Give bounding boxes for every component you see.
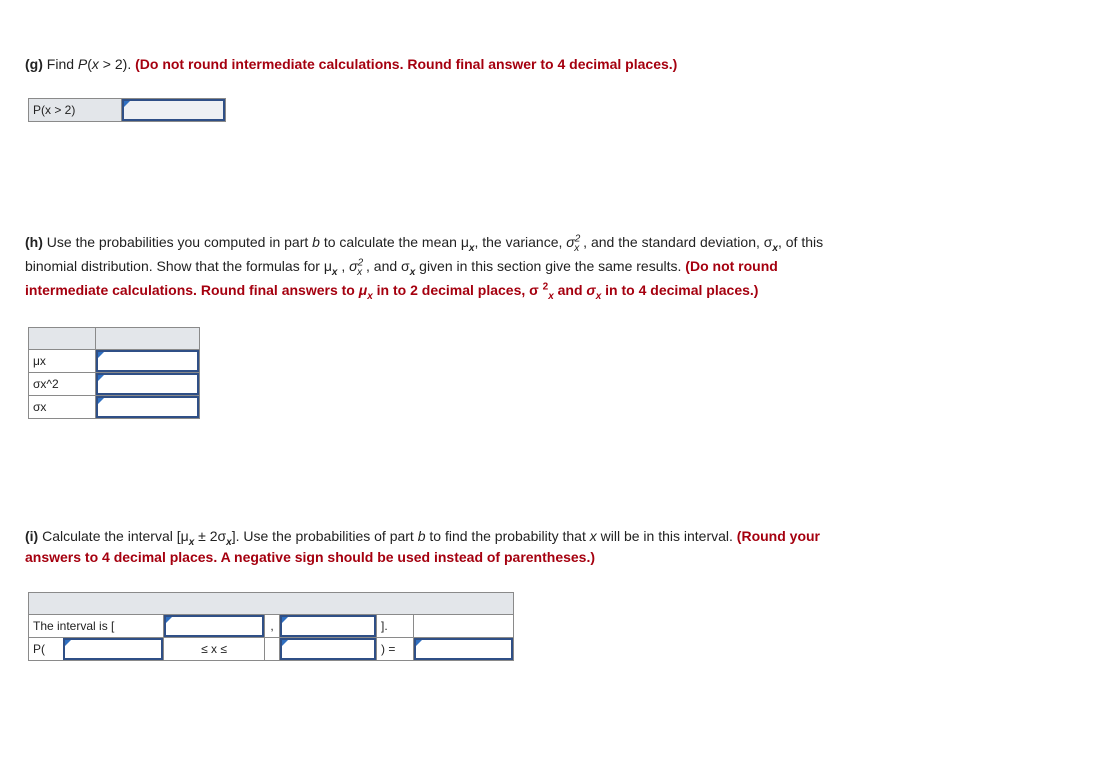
interval-close-bracket: ].: [377, 615, 414, 638]
part-g-instruction: (Do not round intermediate calculations. Round final answer to 4 decimal places.): [135, 56, 678, 72]
part-h-header-right: [96, 328, 200, 350]
mean-label: μx: [29, 350, 96, 373]
part-i-table: [28, 592, 514, 661]
p-x-gt-2-label: P(x > 2): [29, 99, 122, 122]
part-h-instruction-a: (Do not round: [685, 258, 778, 274]
part-h-question: [25, 230, 1025, 302]
part-i-header: [29, 593, 514, 615]
part-h-line-2: binomial distribution. Show that the formulas for $\mu_x$ , $\sigma^2_x$ , and $\sigma_x$ given in this section give the same results. (Do not round: [25, 257, 778, 278]
prob-result-cell: [414, 638, 514, 661]
part-i-label: (i): [25, 528, 39, 544]
part-g-text: Find P(x > 2).: [46, 56, 132, 72]
p-open-label: P(: [33, 642, 45, 656]
interval-blank-cell: [414, 615, 514, 638]
interval-lower-cell: [164, 615, 265, 638]
std-dev-input[interactable]: [96, 396, 199, 418]
interval-upper-cell: [280, 615, 377, 638]
between-spacer: [265, 638, 280, 661]
variance-label: σx^2: [29, 373, 96, 396]
mean-input[interactable]: [96, 350, 199, 372]
part-g-question: [25, 52, 677, 76]
part-g-table: [28, 98, 226, 122]
between-label: ≤ x ≤: [164, 638, 265, 661]
std-dev-cell: [96, 396, 200, 419]
interval-lower-input[interactable]: [164, 615, 264, 637]
p-x-gt-2-input[interactable]: [122, 99, 225, 121]
interval-upper-input[interactable]: [280, 615, 376, 637]
variance-input[interactable]: [96, 373, 199, 395]
p-close-label: ) =: [377, 638, 414, 661]
std-dev-label: σx: [29, 396, 96, 419]
mean-cell: [96, 350, 200, 373]
part-h-header-left: [29, 328, 96, 350]
prob-upper-cell: [280, 638, 377, 661]
part-h-table: [28, 327, 200, 419]
part-i-line-1: (i) Calculate the interval $[\mu_x \pm 2\sigma_x]$. Use the probabilities of part b to find the probability that x will be in this interval. (Round your: [25, 528, 821, 548]
prob-lower-input[interactable]: [63, 638, 163, 660]
part-h-instruction-b: intermediate calculations. Round final answers to $\mu_x$ in to 2 decimal places, σ $^2_x$ and $\sigma_x$ in to 4 decimal places.): [25, 281, 759, 302]
interval-label: The interval is [: [29, 615, 164, 638]
variance-cell: [96, 373, 200, 396]
interval-comma: ,: [265, 615, 280, 638]
part-i-instruction-b: answers to 4 decimal places. A negative sign should be used instead of parentheses.): [25, 549, 596, 565]
prob-result-input[interactable]: [414, 638, 513, 660]
p-open-cell: [29, 638, 164, 661]
part-h-line-1: (h) Use the probabilities you computed in part b to calculate the mean $\mu_x$, the variance, $\sigma^2_x$ , and the standard deviation, $\sigma_x$, of this: [25, 233, 824, 254]
part-h-label: (h): [25, 234, 43, 250]
part-i-question: [25, 526, 1025, 568]
prob-upper-input[interactable]: [280, 638, 376, 660]
part-g-label: (g): [25, 56, 43, 72]
p-x-gt-2-cell: [122, 99, 226, 122]
part-i-instruction-a: (Round your: [736, 528, 821, 544]
